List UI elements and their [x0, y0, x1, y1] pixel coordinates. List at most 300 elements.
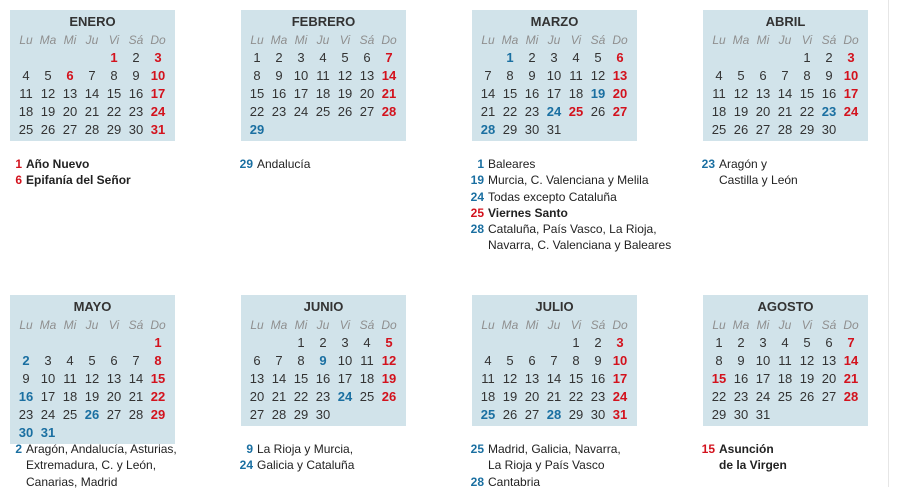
day-cell: 2	[319, 335, 327, 350]
empty-cell	[15, 49, 37, 67]
day-cell: 18	[777, 371, 793, 386]
holiday-text: de la Virgen	[719, 458, 787, 473]
day-cell: 22	[293, 389, 309, 404]
day-cell: 10	[40, 371, 56, 386]
day-cell: 11	[63, 371, 77, 386]
day-cell: 12	[502, 371, 518, 386]
holiday-note	[6, 457, 231, 473]
day-cell: 23	[315, 389, 331, 404]
day-cell: 25	[62, 407, 78, 422]
day-cell: 19	[84, 389, 100, 404]
day-cell: 26	[502, 407, 518, 422]
day-cell: 7	[484, 68, 492, 83]
day-cell: 19	[799, 371, 815, 386]
day-cell: 7	[132, 353, 140, 368]
holiday-note	[699, 457, 898, 473]
holiday-text: Epifanía del Señor	[26, 173, 131, 188]
day-cell: 10	[755, 353, 771, 368]
weekday-header: Mi	[756, 33, 770, 47]
day-cell: 28	[777, 122, 793, 137]
holiday-day: 31	[612, 407, 628, 422]
holiday-day: 10	[843, 68, 859, 83]
day-cell: 8	[506, 68, 514, 83]
day-cell: 16	[590, 371, 606, 386]
day-cell: 30	[733, 407, 749, 422]
day-cell: 14	[271, 371, 287, 386]
day-cell: 21	[128, 389, 144, 404]
day-cell: 25	[711, 122, 727, 137]
weekday-header: Ju	[547, 33, 561, 47]
day-cell: 11	[569, 68, 583, 83]
holiday-text: Todas excepto Cataluña	[488, 189, 617, 204]
empty-cell	[59, 49, 81, 67]
month-calendar-julio	[472, 295, 637, 426]
month-calendar-marzo	[472, 10, 637, 141]
day-cell: 9	[22, 371, 30, 386]
month-title: FEBRERO	[291, 14, 356, 29]
day-cell: 4	[66, 353, 74, 368]
holiday-note	[237, 457, 462, 473]
day-cell: 25	[359, 389, 375, 404]
day-cell: 9	[528, 68, 536, 83]
weekday-header: Lu	[19, 318, 33, 332]
weekday-header: Sá	[821, 33, 837, 47]
day-cell: 8	[110, 68, 118, 83]
holiday-day: 24	[337, 389, 353, 404]
day-cell: 31	[546, 122, 562, 137]
holiday-note	[468, 221, 693, 237]
empty-cell	[125, 334, 147, 352]
day-cell: 5	[88, 353, 96, 368]
month-grid	[703, 317, 868, 426]
holiday-day: 28	[480, 122, 496, 137]
day-cell: 10	[546, 68, 562, 83]
day-cell: 11	[481, 371, 495, 386]
day-cell: 2	[275, 50, 283, 65]
holiday-day: 9	[319, 353, 327, 368]
holiday-text: La Rioja y País Vasco	[488, 458, 605, 473]
holiday-day: 8	[154, 353, 162, 368]
weekday-header: Ma	[732, 33, 750, 47]
day-cell: 8	[572, 353, 580, 368]
day-cell: 22	[799, 104, 815, 119]
day-cell: 1	[803, 50, 811, 65]
holiday-day: 26	[381, 389, 397, 404]
month-title: ENERO	[69, 14, 116, 29]
day-cell: 18	[18, 104, 34, 119]
holiday-number: 9	[246, 442, 253, 456]
holiday-day: 24	[612, 389, 628, 404]
month-title: MARZO	[530, 14, 579, 29]
day-cell: 23	[18, 407, 34, 422]
day-cell: 20	[359, 86, 375, 101]
holiday-note	[468, 172, 693, 188]
day-cell: 2	[132, 50, 140, 65]
day-cell: 6	[528, 353, 536, 368]
day-cell: 2	[737, 335, 745, 350]
day-cell: 20	[524, 389, 540, 404]
day-cell: 20	[249, 389, 265, 404]
holiday-day: 23	[821, 104, 837, 119]
empty-cell	[774, 49, 796, 67]
day-cell: 4	[363, 335, 371, 350]
holiday-note	[468, 205, 693, 221]
holiday-number: 19	[470, 173, 484, 188]
day-cell: 28	[271, 407, 287, 422]
holiday-note	[468, 156, 693, 172]
month-grid	[241, 32, 406, 141]
day-cell: 4	[572, 50, 580, 65]
day-cell: 27	[821, 389, 837, 404]
day-cell: 26	[337, 104, 353, 119]
day-cell: 12	[84, 371, 100, 386]
holiday-day: 20	[612, 86, 628, 101]
day-cell: 27	[359, 104, 375, 119]
holiday-day: 1	[110, 50, 118, 65]
day-cell: 4	[22, 68, 30, 83]
weekday-header: Mi	[294, 33, 308, 47]
holiday-note	[699, 172, 898, 188]
day-cell: 29	[568, 407, 584, 422]
day-cell: 7	[781, 68, 789, 83]
day-cell: 23	[271, 104, 287, 119]
day-cell: 18	[568, 86, 584, 101]
holiday-text: Año Nuevo	[26, 157, 90, 171]
day-cell: 21	[777, 104, 793, 119]
day-cell: 31	[755, 407, 771, 422]
holiday-number: 24	[470, 189, 484, 204]
day-cell: 8	[297, 353, 305, 368]
day-cell: 4	[319, 50, 327, 65]
holiday-number: 25	[470, 205, 484, 220]
month-title: JULIO	[535, 299, 574, 314]
holiday-day: 31	[40, 425, 56, 440]
weekday-header: Mi	[294, 318, 308, 332]
holiday-note	[6, 441, 231, 457]
day-cell: 6	[825, 335, 833, 350]
day-cell: 5	[803, 335, 811, 350]
day-cell: 22	[249, 104, 265, 119]
day-cell: 21	[271, 389, 287, 404]
holiday-day: 10	[612, 353, 628, 368]
empty-cell	[730, 49, 752, 67]
day-cell: 17	[293, 86, 309, 101]
holiday-day: 7	[847, 335, 855, 350]
day-cell: 4	[715, 68, 723, 83]
day-cell: 19	[337, 86, 353, 101]
holiday-day: 5	[385, 335, 393, 350]
day-cell: 17	[40, 389, 56, 404]
day-cell: 8	[715, 353, 723, 368]
month-grid	[703, 32, 868, 141]
holiday-note	[6, 156, 231, 172]
day-cell: 12	[733, 86, 749, 101]
month-grid	[10, 317, 175, 444]
day-cell: 3	[44, 353, 52, 368]
weekday-header: Ma	[270, 318, 288, 332]
day-cell: 6	[253, 353, 261, 368]
weekday-header: Do	[612, 33, 628, 47]
holiday-day: 30	[18, 425, 34, 440]
weekday-header: Do	[381, 33, 397, 47]
day-cell: 10	[293, 68, 309, 83]
month-grid	[472, 317, 637, 426]
day-cell: 2	[825, 50, 833, 65]
day-cell: 5	[44, 68, 52, 83]
day-cell: 26	[799, 389, 815, 404]
day-cell: 12	[40, 86, 56, 101]
day-cell: 16	[524, 86, 540, 101]
holiday-day: 29	[249, 122, 265, 137]
empty-cell	[499, 334, 521, 352]
day-cell: 7	[550, 353, 558, 368]
empty-cell	[37, 334, 59, 352]
day-cell: 15	[502, 86, 518, 101]
day-cell: 13	[359, 68, 375, 83]
day-cell: 18	[359, 371, 375, 386]
empty-cell	[708, 49, 730, 67]
holiday-day: 1	[154, 335, 162, 350]
holiday-number: 23	[701, 157, 715, 171]
day-cell: 6	[110, 353, 118, 368]
holiday-notes	[6, 441, 231, 490]
day-cell: 29	[711, 407, 727, 422]
day-cell: 20	[755, 104, 771, 119]
weekday-header: Vi	[108, 318, 120, 332]
holiday-day: 7	[385, 50, 393, 65]
day-cell: 24	[755, 389, 771, 404]
holiday-day: 21	[381, 86, 397, 101]
day-cell: 6	[759, 68, 767, 83]
day-cell: 15	[249, 86, 265, 101]
holiday-note	[468, 441, 693, 457]
weekday-header: Ju	[778, 318, 792, 332]
holiday-day: 25	[568, 104, 584, 119]
weekday-header: Do	[381, 318, 397, 332]
day-cell: 14	[84, 86, 100, 101]
holiday-note	[6, 474, 231, 490]
holiday-text: Aragón, Andalucía, Asturias,	[26, 442, 177, 456]
weekday-header: Do	[843, 33, 859, 47]
day-cell: 19	[40, 104, 56, 119]
weekday-header: Sá	[590, 318, 606, 332]
day-cell: 7	[88, 68, 96, 83]
day-cell: 2	[594, 335, 602, 350]
holiday-text: Murcia, C. Valenciana y Melila	[488, 173, 649, 188]
month-calendar-enero	[10, 10, 175, 141]
holiday-text: Madrid, Galicia, Navarra,	[488, 442, 621, 456]
holiday-note	[468, 237, 693, 253]
holiday-day: 2	[22, 353, 30, 368]
day-cell: 15	[568, 371, 584, 386]
weekday-header: Vi	[570, 318, 582, 332]
empty-cell	[543, 334, 565, 352]
weekday-header: Lu	[19, 33, 33, 47]
holiday-day: 26	[84, 407, 100, 422]
holiday-day: 28	[843, 389, 859, 404]
day-cell: 18	[711, 104, 727, 119]
day-cell: 16	[271, 86, 287, 101]
day-cell: 12	[590, 68, 606, 83]
day-cell: 3	[759, 335, 767, 350]
weekday-header: Ju	[547, 318, 561, 332]
month-title: JUNIO	[303, 299, 344, 314]
day-cell: 13	[821, 353, 837, 368]
day-cell: 23	[128, 104, 144, 119]
empty-cell	[752, 49, 774, 67]
day-cell: 24	[40, 407, 56, 422]
month-calendar-agosto	[703, 295, 868, 426]
day-cell: 22	[106, 104, 122, 119]
month-title: AGOSTO	[757, 299, 814, 314]
day-cell: 29	[799, 122, 815, 137]
holiday-text: Navarra, C. Valenciana y Baleares	[488, 238, 672, 253]
day-cell: 11	[778, 353, 792, 368]
holiday-note	[699, 156, 898, 172]
weekday-header: Sá	[590, 33, 606, 47]
day-cell: 15	[106, 86, 122, 101]
day-cell: 15	[293, 371, 309, 386]
holiday-notes	[699, 156, 898, 189]
holiday-text: Cantabria	[488, 474, 541, 489]
day-cell: 9	[825, 68, 833, 83]
weekday-header: Vi	[570, 33, 582, 47]
day-cell: 25	[18, 122, 34, 137]
day-cell: 15	[799, 86, 815, 101]
day-cell: 20	[106, 389, 122, 404]
day-cell: 4	[484, 353, 492, 368]
weekday-header: Ma	[501, 33, 519, 47]
weekday-header: Do	[150, 318, 166, 332]
holiday-day: 14	[381, 68, 397, 83]
day-cell: 11	[712, 86, 726, 101]
holiday-number: 2	[15, 442, 22, 456]
day-cell: 16	[821, 86, 837, 101]
holiday-number: 24	[239, 458, 253, 473]
day-cell: 21	[480, 104, 496, 119]
day-cell: 1	[715, 335, 723, 350]
day-cell: 25	[315, 104, 331, 119]
weekday-header: Do	[150, 33, 166, 47]
weekday-header: Ju	[316, 33, 330, 47]
holiday-note	[468, 189, 693, 205]
day-cell: 29	[106, 122, 122, 137]
holiday-day: 17	[150, 86, 166, 101]
weekday-header: Ma	[270, 33, 288, 47]
empty-cell	[246, 334, 268, 352]
day-cell: 19	[733, 104, 749, 119]
day-cell: 9	[737, 353, 745, 368]
holiday-day: 28	[546, 407, 562, 422]
day-cell: 30	[524, 122, 540, 137]
holiday-text: La Rioja y Murcia,	[257, 442, 354, 456]
day-cell: 18	[480, 389, 496, 404]
holiday-notes	[6, 156, 231, 189]
month-title: ABRIL	[765, 14, 806, 29]
weekday-header: Vi	[801, 318, 813, 332]
holiday-day: 28	[381, 104, 397, 119]
day-cell: 9	[132, 68, 140, 83]
day-cell: 9	[594, 353, 602, 368]
day-cell: 11	[316, 68, 330, 83]
day-cell: 27	[249, 407, 265, 422]
day-cell: 24	[293, 104, 309, 119]
holiday-number: 15	[701, 442, 715, 456]
empty-cell	[59, 334, 81, 352]
day-cell: 5	[506, 353, 514, 368]
day-cell: 20	[821, 371, 837, 386]
weekday-header: Do	[843, 318, 859, 332]
day-cell: 10	[337, 353, 353, 368]
holiday-day: 21	[843, 371, 859, 386]
weekday-header: Mi	[525, 318, 539, 332]
holiday-number: 6	[15, 173, 22, 188]
empty-cell	[521, 334, 543, 352]
day-cell: 13	[106, 371, 122, 386]
holiday-notes	[468, 441, 693, 490]
day-cell: 3	[341, 335, 349, 350]
day-cell: 1	[572, 335, 580, 350]
holiday-number: 28	[470, 474, 484, 489]
holiday-day: 27	[612, 104, 628, 119]
day-cell: 13	[755, 86, 771, 101]
empty-cell	[15, 334, 37, 352]
weekday-header: Sá	[128, 318, 144, 332]
weekday-header: Lu	[250, 33, 264, 47]
day-cell: 14	[480, 86, 496, 101]
holiday-day: 25	[480, 407, 496, 422]
weekday-header: Mi	[525, 33, 539, 47]
empty-cell	[81, 49, 103, 67]
month-grid	[10, 32, 175, 141]
weekday-header: Ma	[39, 318, 57, 332]
day-cell: 7	[275, 353, 283, 368]
day-cell: 5	[341, 50, 349, 65]
holiday-number: 1	[15, 157, 22, 171]
holiday-note	[237, 441, 462, 457]
day-cell: 25	[777, 389, 793, 404]
day-cell: 28	[128, 407, 144, 422]
day-cell: 30	[821, 122, 837, 137]
empty-cell	[103, 334, 125, 352]
day-cell: 13	[62, 86, 78, 101]
holiday-day: 13	[612, 68, 628, 83]
day-cell: 27	[62, 122, 78, 137]
day-cell: 27	[106, 407, 122, 422]
holiday-note	[468, 474, 693, 490]
day-cell: 11	[19, 86, 33, 101]
holiday-note	[468, 457, 693, 473]
holiday-day: 3	[154, 50, 162, 65]
day-cell: 14	[546, 371, 562, 386]
weekday-header: Mi	[63, 33, 77, 47]
day-cell: 27	[755, 122, 771, 137]
holiday-day: 29	[150, 407, 166, 422]
holiday-day: 14	[843, 353, 859, 368]
holiday-day: 22	[150, 389, 166, 404]
weekday-header: Ju	[316, 318, 330, 332]
day-cell: 26	[590, 104, 606, 119]
month-grid	[241, 317, 406, 426]
day-cell: 14	[128, 371, 144, 386]
day-cell: 21	[84, 104, 100, 119]
holiday-day: 17	[843, 86, 859, 101]
day-cell: 23	[524, 104, 540, 119]
month-grid	[472, 32, 637, 141]
holiday-day: 19	[381, 371, 397, 386]
weekday-header: Vi	[108, 33, 120, 47]
holiday-number: 29	[239, 157, 253, 171]
